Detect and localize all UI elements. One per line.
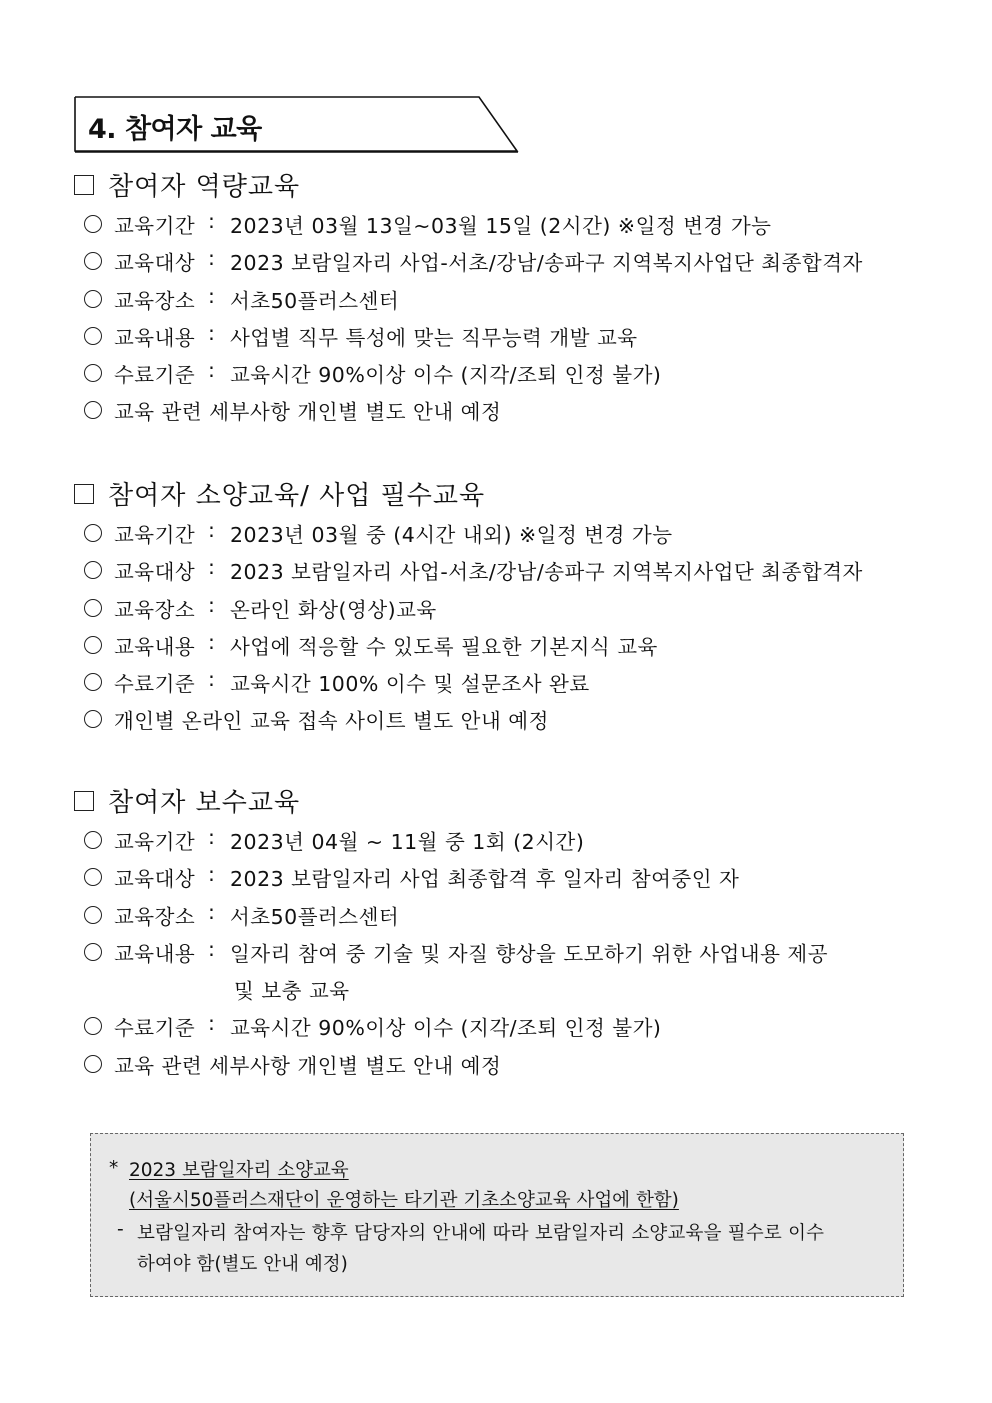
section-heading-text: 참여자 소양교육/ 사업 필수교육 xyxy=(108,481,486,511)
item-label: 교육대상 xyxy=(114,867,196,892)
item-colon: : xyxy=(208,629,215,654)
item-text: 개인별 온라인 교육 접속 사이트 별도 안내 예정 xyxy=(114,709,549,734)
item-label: 교육대상 xyxy=(114,560,196,585)
item-value: 온라인 화상(영상)교육 xyxy=(230,597,437,622)
item-value: 서초50플러스센터 xyxy=(230,904,400,929)
item-value: 사업에 적응할 수 있도록 필요한 기본지식 교육 xyxy=(230,634,658,659)
item-colon: : xyxy=(208,518,215,542)
item-colon: : xyxy=(208,862,215,887)
item-value: 2023 보람일자리 사업-서초/강남/송파구 지역복지사업단 최종합격자 xyxy=(230,560,863,585)
item-label: 교육대상 xyxy=(114,251,196,276)
circle-bullet-icon xyxy=(84,943,102,961)
item-label: 수료기준 xyxy=(114,1016,196,1041)
item-value: 2023년 03월 중 (4시간 내외) ※일정 변경 가능 xyxy=(230,523,673,547)
page-title: 4. 참여자 교육 xyxy=(88,114,262,145)
item-label: 교육장소 xyxy=(114,288,196,313)
circle-bullet-icon xyxy=(84,401,102,419)
item-colon: : xyxy=(208,899,215,924)
item-label: 수료기준 xyxy=(114,363,196,388)
item-label: 교육기간 xyxy=(114,830,196,854)
section-heading-text: 참여자 역량교육 xyxy=(108,172,301,202)
circle-bullet-icon xyxy=(84,561,102,579)
note-subtitle: (서울시50플러스재단이 운영하는 타기관 기초소양교육 사업에 한함) xyxy=(129,1190,679,1211)
circle-bullet-icon xyxy=(84,1017,102,1035)
note-box xyxy=(90,1133,904,1297)
note-dash: - xyxy=(117,1219,124,1240)
note-title: 2023 보람일자리 소양교육 xyxy=(129,1160,349,1181)
square-bullet-icon xyxy=(74,484,94,504)
item-value-continuation: 및 보충 교육 xyxy=(234,979,350,1004)
circle-bullet-icon xyxy=(84,710,102,728)
note-body-line-1: 보람일자리 참여자는 향후 담당자의 안내에 따라 보람일자리 소양교육을 필수로 이수 xyxy=(137,1223,825,1244)
circle-bullet-icon xyxy=(84,636,102,654)
item-value: 일자리 참여 중 기술 및 자질 향상을 도모하기 위한 사업내용 제공 xyxy=(230,941,829,966)
item-colon: : xyxy=(208,667,215,692)
circle-bullet-icon xyxy=(84,673,102,691)
item-colon: : xyxy=(208,555,215,580)
item-value: 2023년 04월 ~ 11월 중 1회 (2시간) xyxy=(230,830,585,854)
item-text: 교육 관련 세부사항 개인별 별도 안내 예정 xyxy=(114,1053,502,1078)
circle-bullet-icon xyxy=(84,1055,102,1073)
item-value: 사업별 직무 특성에 맞는 직무능력 개발 교육 xyxy=(230,325,638,350)
item-label: 교육기간 xyxy=(114,523,196,547)
circle-bullet-icon xyxy=(84,364,102,382)
circle-bullet-icon xyxy=(84,290,102,308)
item-colon: : xyxy=(208,936,215,961)
item-label: 교육기간 xyxy=(114,214,196,238)
note-star: * xyxy=(109,1158,119,1179)
item-value: 서초50플러스센터 xyxy=(230,288,400,313)
square-bullet-icon xyxy=(74,791,94,811)
item-label: 수료기준 xyxy=(114,672,196,697)
item-label: 교육장소 xyxy=(114,904,196,929)
item-colon: : xyxy=(208,320,215,345)
item-colon: : xyxy=(208,1011,215,1036)
section-heading-text: 참여자 보수교육 xyxy=(108,788,301,818)
circle-bullet-icon xyxy=(84,599,102,617)
item-colon: : xyxy=(208,592,215,617)
item-value: 2023년 03월 13일~03월 15일 (2시간) ※일정 변경 가능 xyxy=(230,214,772,238)
item-label: 교육내용 xyxy=(114,634,196,659)
circle-bullet-icon xyxy=(84,327,102,345)
note-body-line-2: 하여야 함(별도 안내 예정) xyxy=(137,1254,348,1275)
square-bullet-icon xyxy=(74,175,94,195)
item-value: 교육시간 90%이상 이수 (지각/조퇴 인정 불가) xyxy=(230,363,662,388)
item-label: 교육내용 xyxy=(114,325,196,350)
item-colon: : xyxy=(208,358,215,383)
item-value: 2023 보람일자리 사업-서초/강남/송파구 지역복지사업단 최종합격자 xyxy=(230,251,863,276)
item-label: 교육내용 xyxy=(114,941,196,966)
circle-bullet-icon xyxy=(84,906,102,924)
item-colon: : xyxy=(208,209,215,233)
circle-bullet-icon xyxy=(84,524,102,542)
item-value: 2023 보람일자리 사업 최종합격 후 일자리 참여중인 자 xyxy=(230,867,740,892)
circle-bullet-icon xyxy=(84,252,102,270)
circle-bullet-icon xyxy=(84,215,102,233)
item-colon: : xyxy=(208,825,215,849)
item-label: 교육장소 xyxy=(114,597,196,622)
item-text: 교육 관련 세부사항 개인별 별도 안내 예정 xyxy=(114,400,502,425)
item-colon: : xyxy=(208,283,215,308)
circle-bullet-icon xyxy=(84,831,102,849)
section-title-box xyxy=(74,96,518,152)
item-value: 교육시간 100% 이수 및 설문조사 완료 xyxy=(230,672,590,697)
item-colon: : xyxy=(208,246,215,271)
circle-bullet-icon xyxy=(84,868,102,886)
item-value: 교육시간 90%이상 이수 (지각/조퇴 인정 불가) xyxy=(230,1016,662,1041)
